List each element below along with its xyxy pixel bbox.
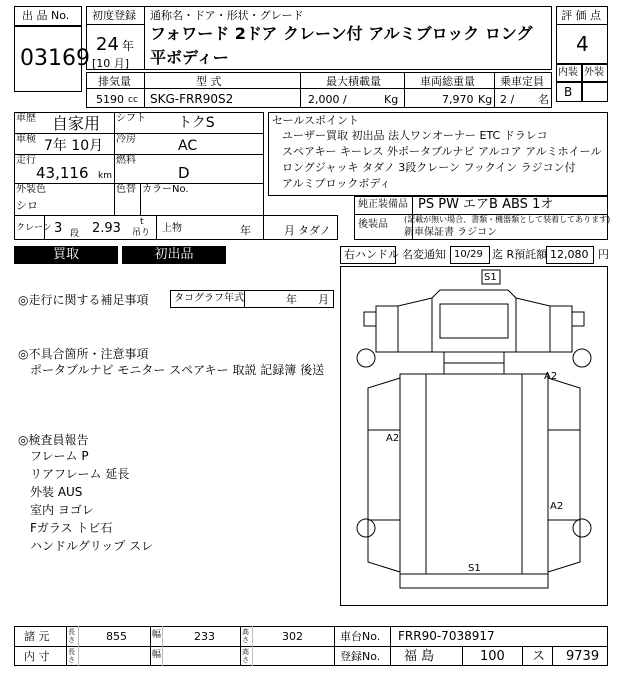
- history-label: 車歴: [16, 113, 36, 124]
- truck-bed-right-side: [548, 378, 580, 572]
- divider: [404, 72, 405, 108]
- defects-label: ◎不具合箇所・注意事項: [18, 347, 149, 361]
- defects-text: ポータブルナビ モニター スペアキー 取説 記録簿 後送: [30, 363, 325, 377]
- height-label: 高さ: [242, 628, 249, 644]
- registration-class: 100: [480, 649, 505, 664]
- capacity-label: 乗車定員: [500, 75, 544, 88]
- name-change-label: 名変通知: [402, 248, 446, 261]
- cab-outline: [432, 290, 516, 352]
- interior-width-label: 幅: [152, 650, 162, 660]
- lot-label: 出 品 No.: [22, 9, 70, 22]
- steering-value: 右ハンドル: [344, 248, 399, 261]
- divider: [156, 215, 157, 240]
- shift-value: トクS: [178, 115, 215, 131]
- registration-label: 登録No.: [340, 650, 381, 663]
- inspector-line: リアフレーム 延長: [30, 467, 130, 481]
- divider: [334, 626, 335, 666]
- height-value: 302: [282, 630, 303, 643]
- name-change-date: 10/29: [454, 249, 483, 260]
- divider: [162, 626, 163, 666]
- inspector-line: Fガラス トビ石: [30, 521, 113, 535]
- inspector-line: ハンドルグリップ スレ: [30, 539, 154, 553]
- aircon-value: AC: [178, 138, 198, 154]
- cab-left-side: [398, 298, 432, 352]
- registration-year: 24: [96, 34, 119, 55]
- divider: [14, 133, 264, 134]
- year-unit: 年: [122, 39, 135, 53]
- equipment-label: 純正装備品: [358, 199, 408, 210]
- divider: [86, 24, 144, 25]
- car-name-line2: 平ボディー: [150, 48, 229, 67]
- divider: [494, 72, 495, 108]
- chassis-label: 車台No.: [340, 630, 381, 643]
- divider: [300, 72, 301, 108]
- inspector-line: 室内 ヨゴレ: [30, 503, 94, 517]
- width-value: 233: [194, 630, 215, 643]
- shift-label: シフト: [116, 113, 146, 124]
- truck-bed-top: [400, 374, 548, 574]
- sales-point-line: アルミブロックボディ: [282, 177, 391, 190]
- truck-bed-left-side: [368, 378, 400, 572]
- registration-kana: ス: [532, 649, 546, 664]
- displacement-label: 排気量: [98, 75, 131, 88]
- fuel-label: 燃料: [116, 155, 136, 166]
- left-mirror: [364, 312, 376, 326]
- sales-point-line: ロングジャッキ タダノ 3段クレーン フックイン ラジコン付: [282, 161, 576, 174]
- tachograph-label: タコグラフ年式: [174, 293, 244, 304]
- left-door: [376, 306, 398, 352]
- divider: [66, 626, 67, 666]
- history-value: 自家用: [52, 114, 101, 133]
- registration-place: 福 島: [404, 649, 435, 664]
- equipment-items: PS PW エアB ABS 1オ: [418, 197, 554, 212]
- crane-load: 2.93: [92, 221, 121, 236]
- truck-diagram: [340, 266, 608, 606]
- post-equipment-items: 新車保証書 ラジコン: [404, 227, 498, 238]
- length-label: 長さ: [68, 628, 75, 644]
- right-door: [550, 306, 572, 352]
- inspection-value: 7年 10月: [44, 138, 104, 154]
- crane-load-unit: t: [140, 217, 144, 227]
- interior-label: 内装: [558, 67, 578, 78]
- inspector-line: 外装 AUS: [30, 485, 83, 499]
- divider: [390, 626, 391, 666]
- registration-month: [10 月]: [92, 57, 130, 70]
- upper-label: 上物: [162, 223, 182, 234]
- score-label: 評 価 点: [561, 9, 601, 22]
- damage-mark: A2: [550, 501, 564, 512]
- registration-number: 9739: [566, 649, 600, 664]
- length-value: 855: [106, 630, 127, 643]
- divider: [14, 646, 608, 647]
- post-equipment-label: 後装品: [358, 219, 388, 230]
- capacity-value: 2 /: [500, 93, 515, 106]
- damage-mark: A2: [544, 371, 558, 382]
- tachograph-month: 月: [318, 293, 329, 306]
- wheel-rear-right: [573, 519, 591, 537]
- crane-stage-unit: 段: [70, 229, 80, 239]
- divider: [114, 112, 115, 215]
- divider: [14, 154, 264, 155]
- divider: [150, 626, 151, 666]
- truck-outline-drawing: [340, 266, 608, 606]
- inspection-label: 車検: [16, 134, 36, 145]
- capacity-unit: 名: [538, 93, 549, 106]
- inspector-line: フレーム P: [30, 449, 89, 463]
- max-load-unit: Kg: [384, 93, 399, 106]
- mileage-label: 走行: [16, 155, 36, 166]
- wheel-front-right: [573, 349, 591, 367]
- wheel-rear-left: [357, 519, 375, 537]
- recycle-label: 迄 R預託額: [492, 248, 548, 261]
- inspector-report-label: ◎検査員報告: [18, 433, 89, 447]
- windshield: [440, 304, 508, 338]
- divider: [140, 183, 141, 215]
- upper-year: 年: [240, 224, 251, 237]
- divider: [14, 183, 264, 184]
- cab-right-side: [516, 298, 550, 352]
- divider: [522, 646, 523, 666]
- divider: [252, 626, 253, 666]
- damage-mark: S1: [468, 563, 481, 574]
- sales-point-line: スペアキー キーレス 外ポータブルナビ アルコア アルミホイール: [282, 145, 602, 158]
- recycle-amount: 12,080: [550, 248, 589, 261]
- chassis-number: FRR90-7038917: [398, 629, 495, 643]
- right-mirror: [572, 312, 584, 326]
- score-value: 4: [576, 32, 589, 56]
- exterior-label: 外装: [584, 67, 604, 78]
- sales-point-line: ユーザー買取 初出品 法人ワンオーナー ETC ドラレコ: [282, 129, 548, 142]
- sales-points-label: セールスポイント: [272, 114, 360, 127]
- crane-label: クレーン: [16, 223, 52, 233]
- max-load-value: 2,000 /: [308, 93, 347, 106]
- rear-gate: [400, 574, 548, 588]
- exterior-color-label: 外装色: [16, 184, 46, 195]
- wheel-front-left: [357, 349, 375, 367]
- interior-dims-label: 内 寸: [24, 650, 50, 663]
- divider: [556, 24, 608, 25]
- displacement-unit: cc: [128, 95, 138, 105]
- model-label: 型 式: [196, 75, 222, 88]
- interior-length-label: 長さ: [68, 648, 75, 664]
- damage-mark: A2: [386, 433, 400, 444]
- post-equipment-note: (記載が無い場合、書類・機器類として装着してあります): [404, 215, 611, 224]
- recycle-unit: 円: [598, 248, 609, 261]
- fuel-value: D: [178, 164, 190, 182]
- divider: [462, 646, 463, 666]
- aircon-label: 冷房: [116, 134, 136, 145]
- mileage-unit: km: [98, 171, 112, 181]
- gross-weight-value: 7,970: [442, 93, 474, 106]
- divider: [144, 6, 145, 70]
- divider: [86, 88, 552, 89]
- model-value: SKG-FRR90S2: [150, 92, 234, 106]
- divider: [144, 72, 145, 108]
- exterior-grade-box: [582, 82, 608, 102]
- upper-month: 月: [284, 224, 295, 237]
- crane-stage: 3: [54, 221, 63, 236]
- interior-height-label: 高さ: [242, 648, 249, 664]
- divider: [14, 215, 264, 216]
- divider: [240, 626, 241, 666]
- mileage-value: 43,116: [36, 164, 89, 182]
- diagram-frame: [341, 267, 608, 606]
- color-code-label: カラーNo.: [142, 184, 189, 195]
- width-label: 幅: [152, 630, 162, 640]
- lot-number: 03169: [20, 46, 90, 71]
- divider: [244, 290, 245, 308]
- purchase-bar: 買取: [14, 246, 118, 264]
- displacement-value: 5190: [96, 93, 124, 106]
- interior-grade: B: [564, 85, 573, 99]
- dims-label: 諸 元: [24, 630, 50, 643]
- divider: [78, 626, 79, 666]
- gross-weight-label: 車両総重量: [420, 75, 475, 88]
- divider: [552, 646, 553, 666]
- max-load-label: 最大積載量: [326, 75, 381, 88]
- color-change-label: 色替: [116, 184, 136, 195]
- first-registration-label: 初度登録: [92, 9, 136, 22]
- gross-weight-unit: Kg: [478, 93, 493, 106]
- car-name-label: 通称名・ドア・形状・グレード: [150, 9, 304, 22]
- tachograph-year: 年: [286, 293, 297, 306]
- upper-maker: タダノ: [298, 224, 331, 237]
- crane-load-unit2: 吊り: [132, 228, 151, 238]
- driving-remarks-label: ◎走行に関する補足事項: [18, 293, 149, 307]
- damage-mark: S1: [484, 272, 497, 283]
- exterior-color-value: シロ: [16, 199, 38, 212]
- car-name-line1: フォワード 2ドア クレーン付 アルミブロック ロング: [150, 24, 533, 43]
- first-listing-bar: 初出品: [122, 246, 226, 264]
